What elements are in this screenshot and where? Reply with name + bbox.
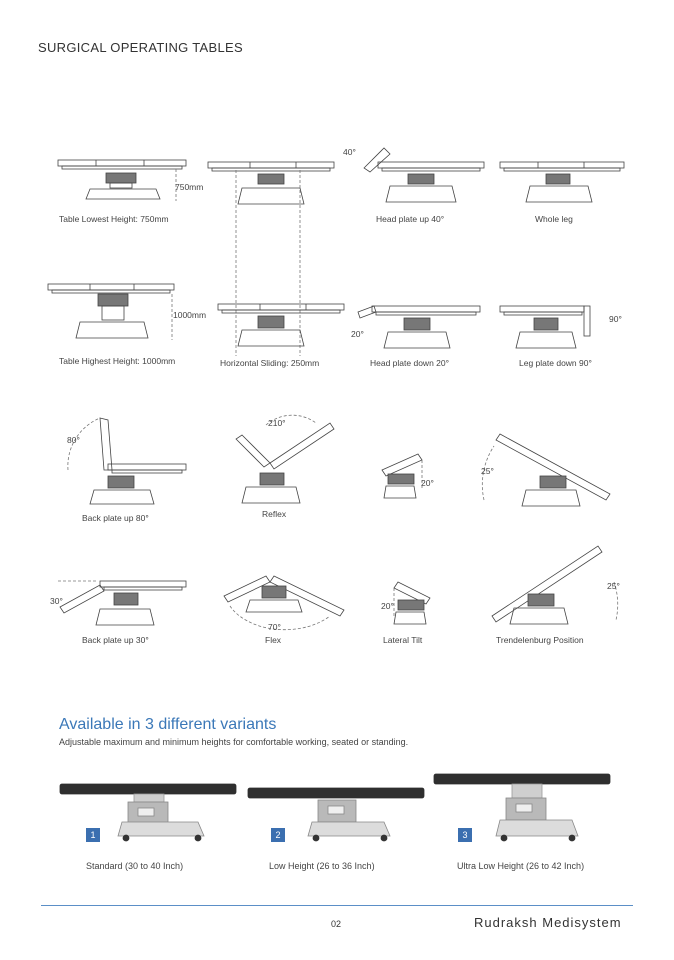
reflex-angle: 210°	[268, 418, 286, 428]
horizontal-sliding-diagram	[216, 300, 346, 350]
caption-horizontal-sliding: Horizontal Sliding: 250mm	[220, 358, 320, 368]
variant-2-label: Low Height (26 to 36 Inch)	[269, 861, 375, 871]
caption-leg-plate-down: Leg plate down 90°	[519, 358, 592, 368]
head-plate-up-40-diagram	[356, 142, 486, 208]
variant-3-label: Ultra Low Height (26 to 42 Inch)	[457, 861, 585, 871]
caption-lateral-tilt: Lateral Tilt	[383, 635, 423, 645]
head-down-angle: 20°	[351, 329, 364, 339]
page-number: 02	[331, 919, 342, 929]
table-lowest-height-diagram	[56, 155, 206, 205]
page-title: SURGICAL OPERATING TABLES	[38, 40, 243, 55]
caption-reflex: Reflex	[262, 509, 287, 519]
caption-flex: Flex	[265, 635, 282, 645]
variant-1-label: Standard (30 to 40 Inch)	[86, 861, 184, 871]
leg-down-angle: 90°	[609, 314, 622, 324]
caption-head-plate-down: Head plate down 20°	[370, 358, 450, 368]
trendelenburg-angle: 25°	[607, 581, 620, 591]
flex-angle: 70°	[268, 622, 281, 632]
variants-subheading: Adjustable maximum and minimum heights for comfortable working, seated or standing.	[59, 737, 409, 747]
variants-heading: Available in 3 different variants	[59, 716, 277, 733]
lateral-tilt-small-angle: 20°	[421, 478, 434, 488]
back-up-80-angle: 80°	[67, 435, 80, 445]
reverse-trendelenburg-diagram	[480, 430, 615, 510]
brand-name: Rudraksh Medisystem	[474, 915, 622, 930]
caption-back-plate-up-80: Back plate up 80°	[82, 513, 149, 523]
head-up-angle: 40°	[343, 147, 356, 157]
lowest-height-value: 750mm	[175, 182, 204, 192]
caption-highest-height: Table Highest Height: 1000mm	[59, 356, 176, 366]
caption-whole-leg: Whole leg	[535, 214, 573, 224]
caption-back-plate-up-30: Back plate up 30°	[82, 635, 149, 645]
back-plate-up-80-diagram	[64, 412, 194, 508]
head-plate-down-20-diagram	[354, 302, 484, 352]
lateral-tilt-angle: 20°	[381, 601, 394, 611]
caption-lowest-height: Table Lowest Height: 750mm	[59, 214, 169, 224]
leg-plate-down-90-diagram	[498, 302, 608, 352]
whole-leg-diagram	[498, 158, 628, 208]
back-plate-up-30-diagram	[56, 575, 191, 633]
caption-trendelenburg: Trendelenburg Position	[496, 635, 584, 645]
variant-2-badge: 2	[271, 828, 285, 842]
caption-head-plate-up: Head plate up 40°	[376, 214, 445, 224]
trendelenburg-diagram	[488, 542, 623, 634]
reflex-diagram	[230, 415, 340, 507]
variant-3-badge: 3	[458, 828, 472, 842]
highest-height-value: 1000mm	[173, 310, 207, 320]
back-up-30-angle: 30°	[50, 596, 63, 606]
footer-rule	[41, 905, 633, 906]
reverse-trendelenburg-angle: 25°	[481, 466, 494, 476]
flex-diagram	[220, 572, 350, 634]
variant-1-badge: 1	[86, 828, 100, 842]
